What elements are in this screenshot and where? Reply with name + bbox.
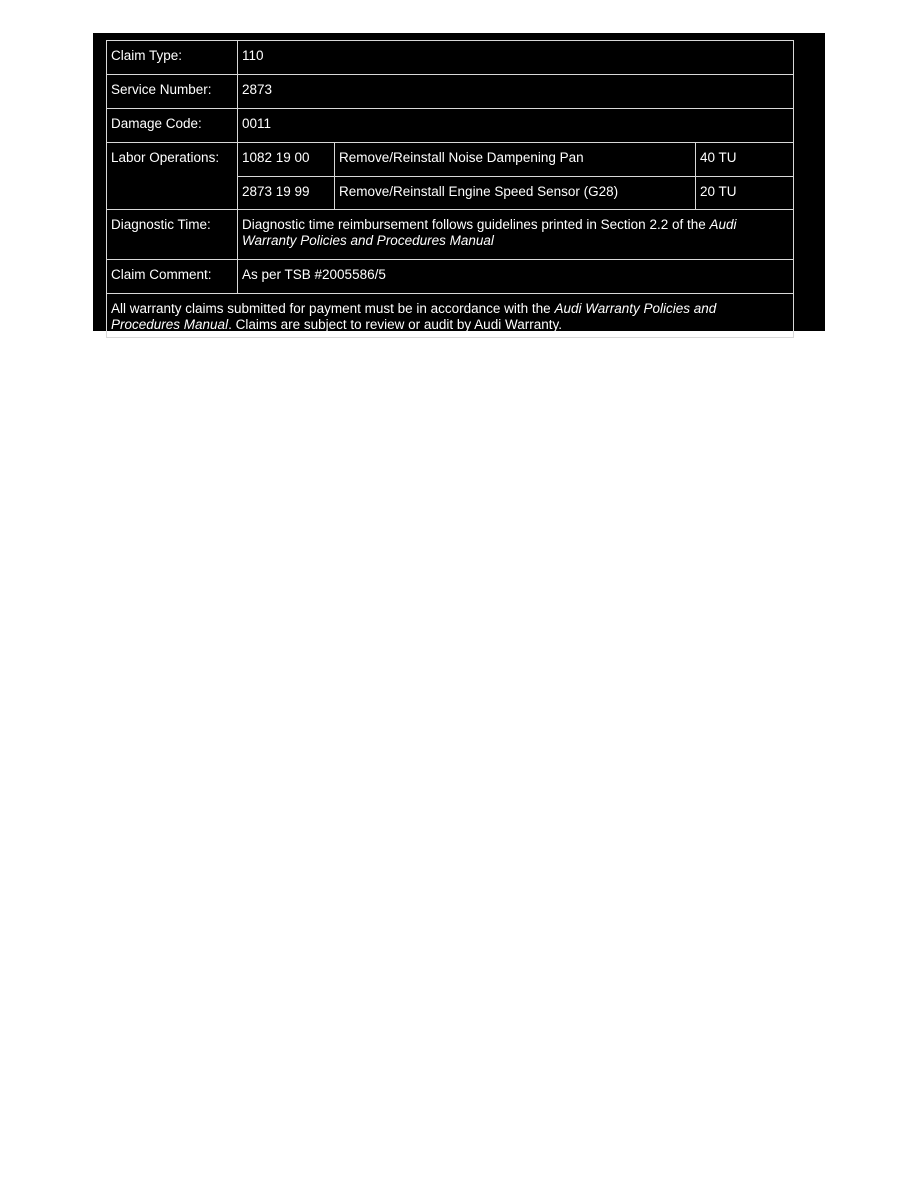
claim-info-panel — [93, 33, 825, 331]
footer-manual-title: Audi Warranty Policies and Procedures Manual — [111, 301, 717, 332]
diagnostic-time-value — [238, 210, 794, 260]
claim-comment-value: As per TSB #2005586/5 — [238, 260, 794, 294]
damage-code-value: 0011 — [238, 109, 794, 143]
claim-info-table — [106, 40, 794, 338]
claim-comment-row — [107, 260, 794, 294]
labor-op-description: Remove/Reinstall Noise Dampening Pan — [335, 143, 696, 177]
labor-op-time: 40 TU — [696, 143, 794, 177]
diagnostic-time-text: Diagnostic time reimbursement follows guidelines printed in Section 2.2 of the — [242, 217, 706, 232]
labor-op-time: 20 TU — [696, 177, 794, 210]
footer-row — [107, 294, 794, 338]
footer-text: All warranty claims submitted for payment must be in accordance with the — [111, 301, 551, 316]
service-number-row — [107, 75, 794, 109]
footer-text-end: . Claims are subject to review or audit by Audi Warranty. — [228, 317, 562, 332]
service-number-label: Service Number: — [107, 75, 238, 109]
labor-operations-label: Labor Operations: — [107, 143, 238, 210]
manual-title: Audi Warranty Policies and Procedures Manual — [242, 217, 737, 248]
diagnostic-time-label: Diagnostic Time: — [107, 210, 238, 260]
damage-code-label: Damage Code: — [107, 109, 238, 143]
labor-op-code: 2873 19 99 — [238, 177, 335, 210]
claim-type-label: Claim Type: — [107, 41, 238, 75]
damage-code-row — [107, 109, 794, 143]
claim-comment-label: Claim Comment: — [107, 260, 238, 294]
labor-op-description: Remove/Reinstall Engine Speed Sensor (G28) — [335, 177, 696, 210]
labor-operation-row — [107, 143, 794, 177]
diagnostic-time-row — [107, 210, 794, 260]
labor-op-code: 1082 19 00 — [238, 143, 335, 177]
footer-note — [107, 294, 794, 338]
claim-type-value: 110 — [238, 41, 794, 75]
claim-type-row — [107, 41, 794, 75]
service-number-value: 2873 — [238, 75, 794, 109]
